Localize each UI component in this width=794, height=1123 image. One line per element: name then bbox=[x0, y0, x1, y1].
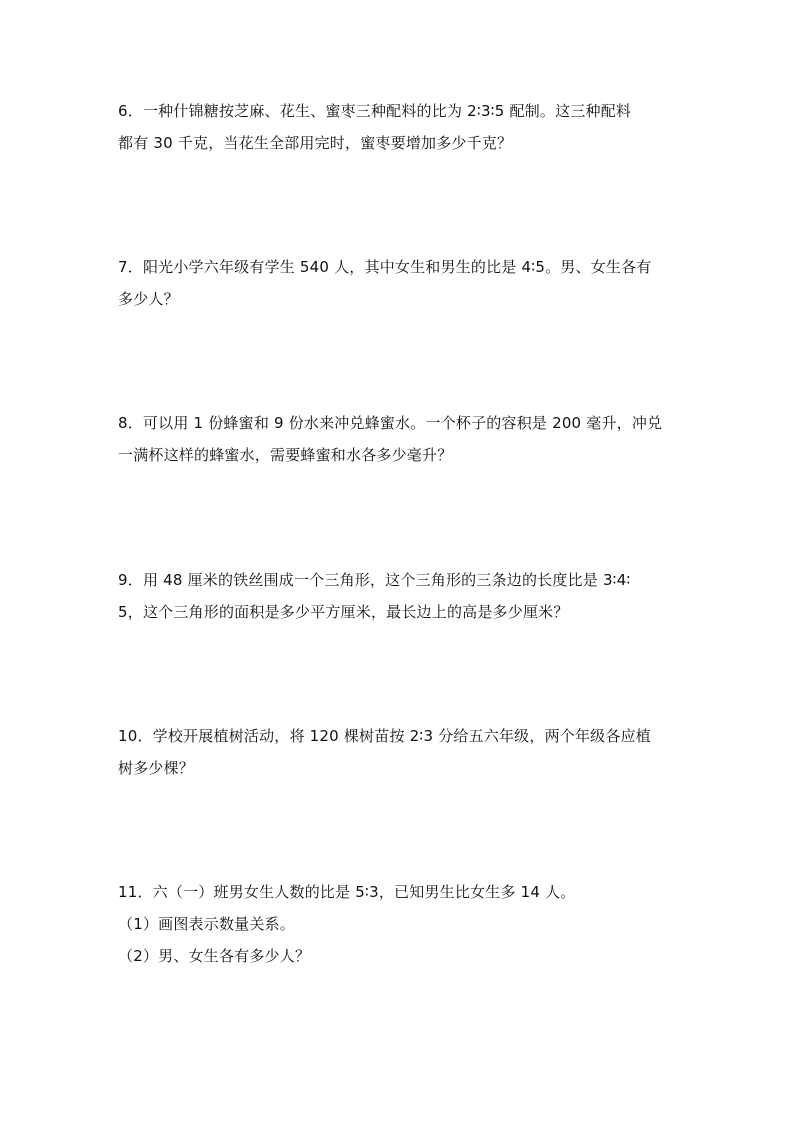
question-10-line-2: 树多少棵？ bbox=[118, 759, 195, 777]
question-9-line-1: 9．用 48 厘米的铁丝围成一个三角形，这个三角形的三条边的长度比是 3∶4∶ bbox=[118, 571, 631, 589]
question-7-line-1: 7．阳光小学六年级有学生 540 人，其中女生和男生的比是 4∶5。男、女生各有 bbox=[118, 258, 652, 276]
question-8-line-2: 一满杯这样的蜂蜜水，需要蜂蜜和水各多少毫升？ bbox=[118, 446, 453, 464]
question-6-line-2: 都有 30 千克，当花生全部用完时，蜜枣要增加多少千克？ bbox=[118, 134, 513, 152]
question-7-line-2: 多少人？ bbox=[118, 290, 179, 308]
question-9-line-2: 5，这个三角形的面积是多少平方厘米，最长边上的高是多少厘米？ bbox=[118, 603, 569, 621]
question-11-line-1: 11．六（一）班男女生人数的比是 5∶3，已知男生比女生多 14 人。 bbox=[118, 883, 576, 901]
question-11-subquestion-2: （2）男、女生各有多少人？ bbox=[118, 947, 311, 965]
question-8-line-1: 8．可以用 1 份蜂蜜和 9 份水来冲兑蜂蜜水。一个杯子的容积是 200 毫升，冲兑 bbox=[118, 414, 663, 432]
question-11-subquestion-1: （1）画图表示数量关系。 bbox=[118, 915, 295, 933]
question-6-line-1: 6．一种什锦糖按芝麻、花生、蜜枣三种配料的比为 2∶3∶5 配制。这三种配料 bbox=[118, 102, 632, 120]
question-10-line-1: 10．学校开展植树活动，将 120 棵树苗按 2∶3 分给五六年级，两个年级各应植 bbox=[118, 727, 651, 745]
